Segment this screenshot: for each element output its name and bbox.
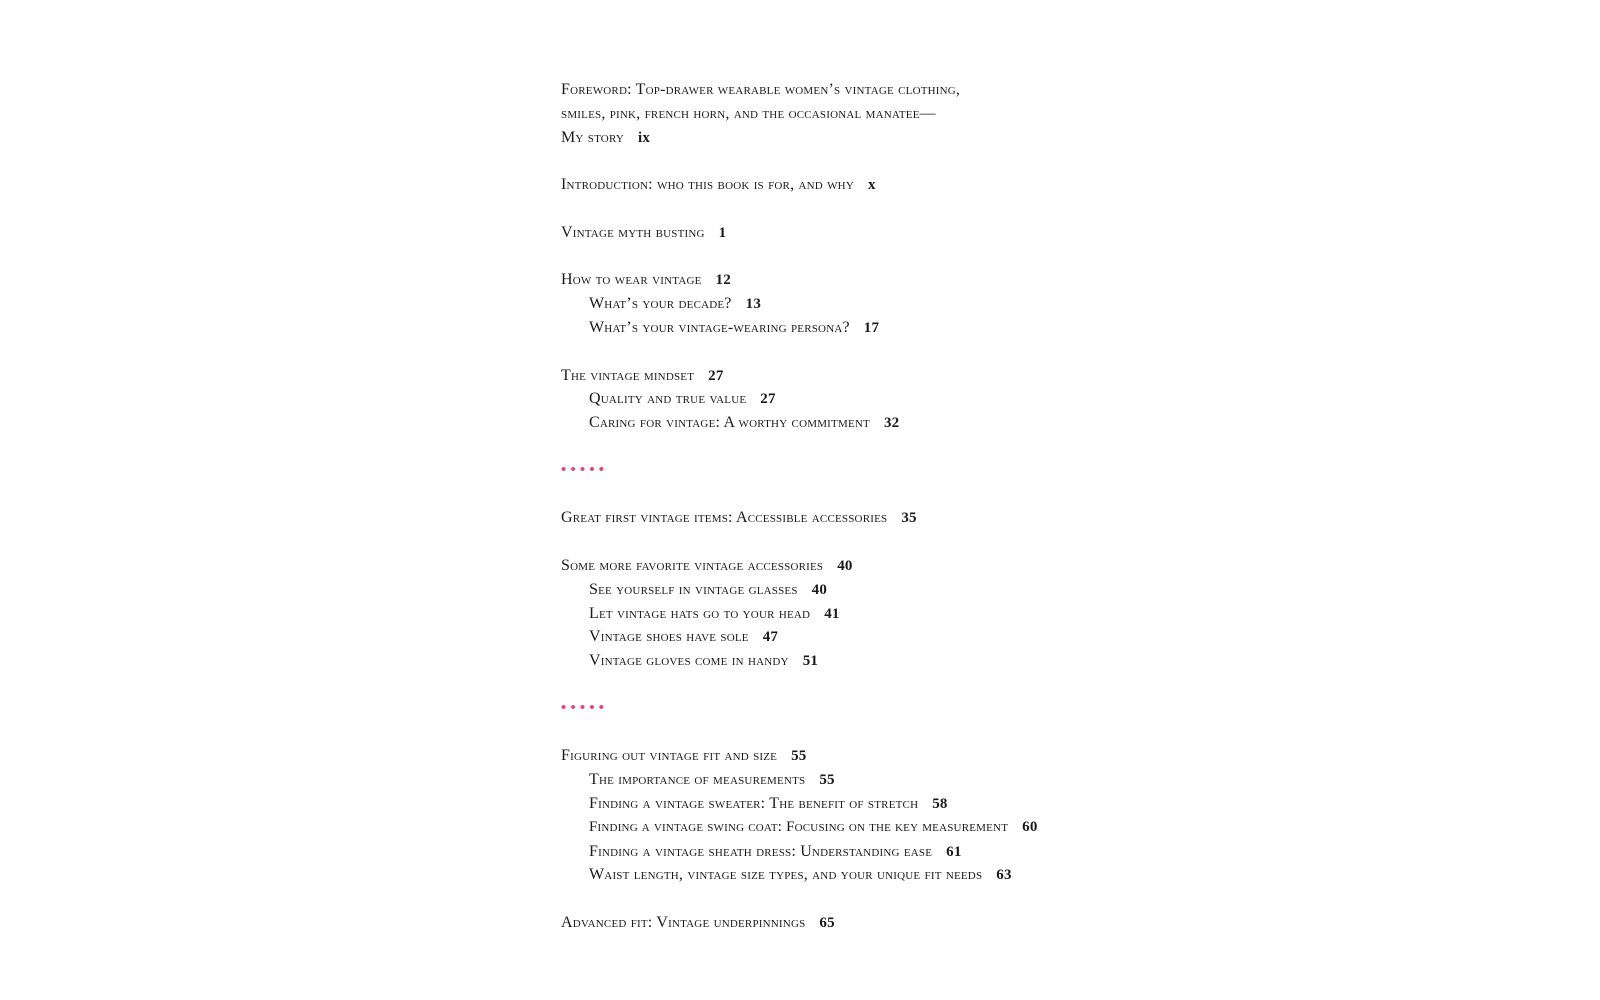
toc-subentry	[561, 292, 1561, 316]
toc-entry-title: Vintage shoes have sole	[589, 628, 749, 646]
toc-entry-title: Let vintage hats go to your head	[589, 604, 811, 622]
toc-entry-title: Introduction: who this book is for, and why	[561, 176, 854, 194]
page-number: 27	[760, 391, 776, 408]
toc-subentry	[561, 863, 1561, 887]
page-number: 60	[1022, 818, 1038, 835]
toc-entry-foreword-line3	[561, 126, 1561, 150]
toc-subentry	[561, 625, 1561, 649]
toc-entry-title: Vintage gloves come in handy	[589, 652, 789, 670]
toc-entry-first-items	[561, 506, 1561, 530]
toc-subentry	[561, 792, 1561, 816]
toc-entry-foreword-line2	[561, 102, 1561, 126]
toc-entry-title: The importance of measurements	[589, 771, 806, 789]
toc-entry-title: Figuring out vintage fit and size	[561, 747, 778, 765]
page-number: 41	[824, 605, 840, 622]
page-number: 65	[819, 914, 835, 931]
page-number: x	[867, 177, 876, 194]
toc-subentry	[561, 840, 1561, 864]
toc-entry-introduction	[561, 173, 1561, 197]
page-number: 12	[715, 272, 731, 289]
page-number: 63	[996, 867, 1012, 884]
toc-entry-title: Some more favorite vintage accessories	[561, 556, 824, 574]
toc-entry-title: My story	[561, 128, 625, 146]
page-number: 35	[901, 510, 917, 527]
toc-subentry	[561, 578, 1561, 602]
toc-subentry	[561, 602, 1561, 626]
page-number: 47	[762, 629, 779, 646]
toc-entry-title: Vintage myth busting	[561, 223, 705, 241]
toc-entry-title: Great first vintage items: Accessible accessories	[561, 509, 888, 527]
page-number: 55	[819, 772, 835, 789]
toc-entry-title: Quality and true value	[589, 390, 747, 408]
toc-subentry	[561, 411, 1561, 435]
page-number: 61	[946, 843, 962, 860]
toc-entry-title: Finding a vintage swing coat: Focusing on the key measurement	[589, 818, 1009, 835]
toc-entry-title: What’s your decade?	[589, 295, 732, 313]
toc-entry-fit-size	[561, 744, 1561, 768]
toc-subentry	[561, 768, 1561, 792]
toc-entry-title: How to wear vintage	[561, 271, 702, 289]
section-separator-dots: •••••	[561, 461, 609, 478]
toc-entry-title: What’s your vintage-wearing persona?	[589, 318, 850, 336]
page-number: 27	[708, 367, 724, 384]
table-of-contents	[561, 78, 1561, 935]
toc-entry-title: The vintage mindset	[561, 366, 695, 384]
toc-subentry	[561, 816, 1561, 840]
toc-entry-title: Advanced fit: Vintage underpinnings	[561, 913, 806, 931]
page-number: 17	[863, 319, 880, 336]
toc-entry-how-to-wear	[561, 268, 1561, 292]
toc-entry-title: Finding a vintage sweater: The benefit of stretch	[589, 794, 919, 812]
toc-entry-myth-busting	[561, 221, 1561, 245]
page-number: 13	[745, 296, 762, 313]
toc-entry-title: smiles, pink, french horn, and the occasional manatee—	[561, 104, 936, 122]
section-separator-dots: •••••	[561, 699, 609, 716]
page-number: 1	[718, 224, 727, 241]
toc-subentry	[561, 316, 1561, 340]
page-number: 58	[932, 795, 948, 812]
page-number: 40	[837, 557, 853, 574]
toc-entry-title: Waist length, vintage size types, and your unique fit needs	[589, 866, 983, 884]
page-number: 40	[811, 581, 828, 598]
toc-entry-title: Foreword: Top-drawer wearable women’s vintage clothing,	[561, 81, 961, 98]
toc-subentry	[561, 387, 1561, 411]
page-number: 51	[802, 653, 819, 670]
toc-entry-mindset	[561, 364, 1561, 388]
page-number: 55	[791, 748, 807, 765]
page-number: 32	[883, 415, 900, 432]
page-number: ix	[638, 129, 651, 146]
toc-entry-advanced-fit	[561, 911, 1561, 935]
toc-subentry	[561, 649, 1561, 673]
toc-entry-more-accessories	[561, 554, 1561, 578]
toc-entry-title: Finding a vintage sheath dress: Understanding ease	[589, 842, 933, 860]
toc-entry-title: Caring for vintage: A worthy commitment	[589, 414, 870, 432]
toc-entry-title: See yourself in vintage glasses	[589, 580, 798, 598]
toc-entry-foreword-line1	[561, 78, 1561, 102]
